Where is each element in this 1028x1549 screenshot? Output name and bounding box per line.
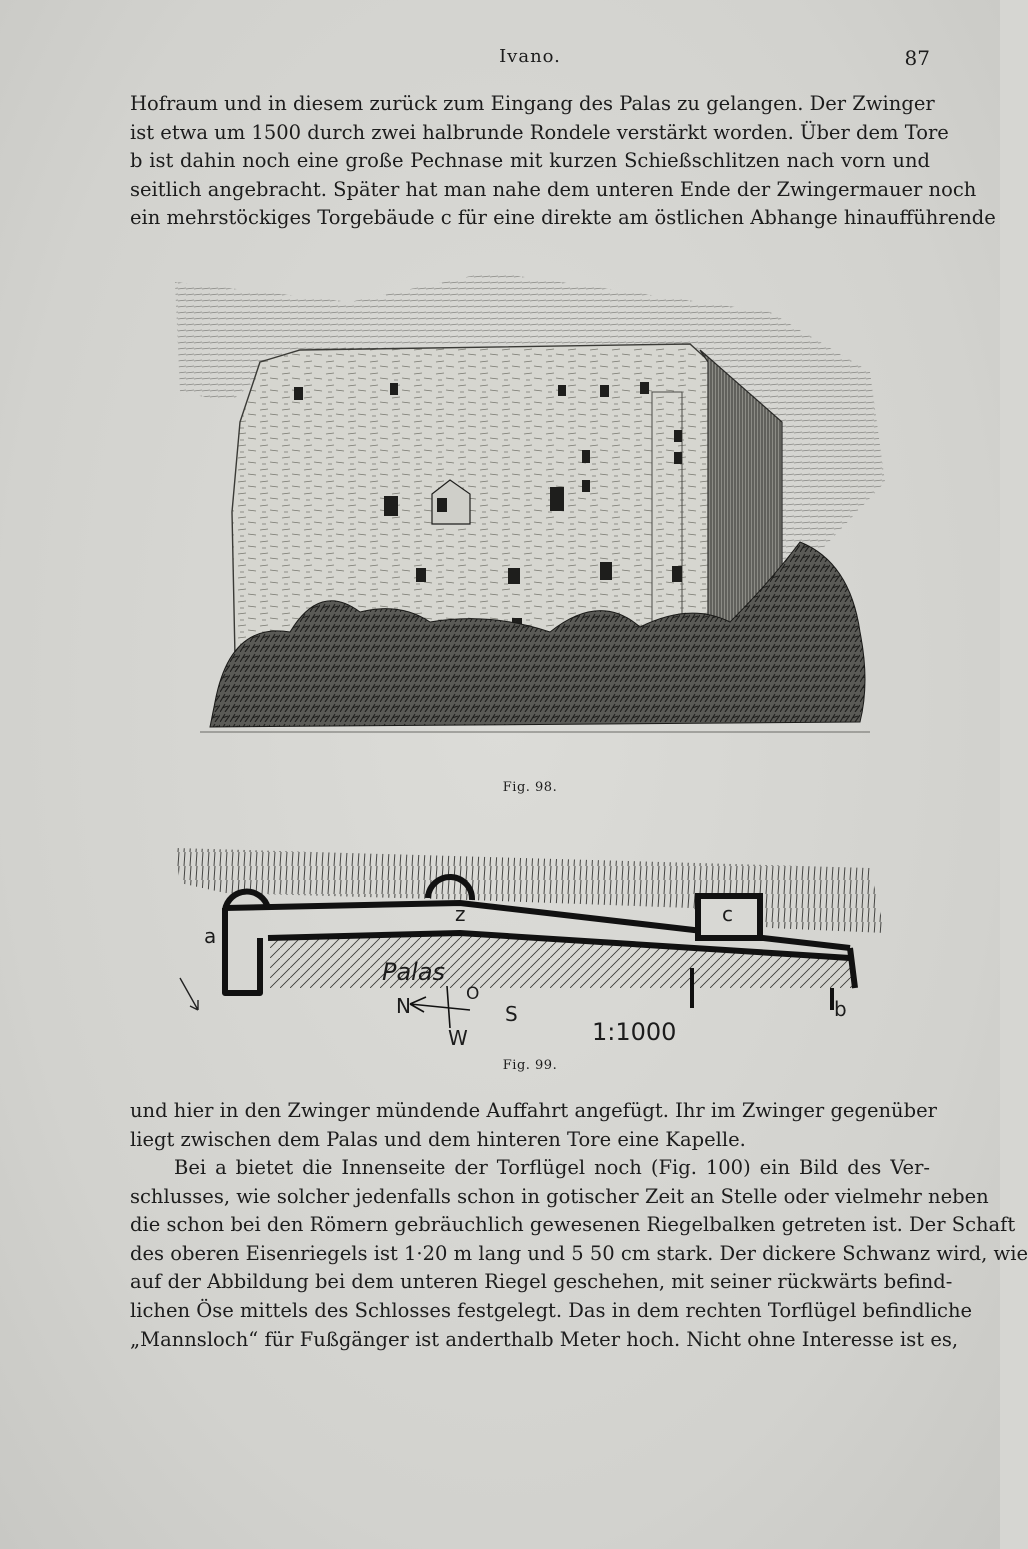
text-line: seitlich angebracht. Später hat man nahe dem unteren Ende der Zwingermauer noch xyxy=(130,177,977,201)
castle-illustration xyxy=(170,262,890,762)
text-line: Hofraum und in diesem zurück zum Eingang des Palas zu gelangen. Der Zwinger xyxy=(130,92,935,115)
text-line: und hier in den Zwinger mündende Auffahrt angefügt. Ihr im Zwinger gegenüber xyxy=(130,1099,937,1122)
plan-label-a: a xyxy=(204,924,217,948)
plan-label-b: b xyxy=(834,997,847,1021)
running-head xyxy=(130,46,930,76)
text-line: des oberen Eisenriegels ist 1·20 m lang und 5 50 cm stark. Der dickere Schwanz wird, wie xyxy=(130,1241,1028,1265)
text-line: „Mannsloch“ für Fußgänger ist anderthalb Meter hoch. Nicht ohne Interesse ist es, xyxy=(130,1327,959,1351)
plan-scale: 1:1000 xyxy=(592,1018,677,1046)
text-line: ist etwa um 1500 durch zwei halbrunde Rondele verstärkt worden. Über dem Tore xyxy=(130,120,949,144)
plan-label-palas: Palas xyxy=(382,958,446,986)
compass-west: W xyxy=(448,1026,468,1050)
paragraph-last xyxy=(130,1154,1028,1354)
plan-label-z: z xyxy=(455,902,466,926)
text-line: schlusses, wie solcher jedenfalls schon in gotischer Zeit an Stelle oder vielmehr neben xyxy=(130,1184,989,1208)
text-line: b ist dahin noch eine große Pechnase mit kurzen Schießschlitzen nach vorn und xyxy=(130,149,930,173)
text-line: auf der Abbildung bei dem unteren Riegel geschehen, mit seiner rückwärts befind- xyxy=(130,1270,953,1294)
running-title: Ivano. xyxy=(499,46,561,67)
page-number: 87 xyxy=(904,46,930,70)
plan-label-c: c xyxy=(722,902,733,926)
compass-origin: O xyxy=(466,984,480,1004)
figure-98-caption: Fig. 98. xyxy=(502,780,558,795)
paragraph-bottom xyxy=(130,1097,937,1154)
text-line: lichen Öse mittels des Schlosses festgelegt. Das in dem rechten Torflügel befindliche xyxy=(130,1298,973,1322)
figure-99-caption: Fig. 99. xyxy=(502,1058,558,1073)
text-line: Bei a bietet die Innenseite der Torflügel noch (Fig. 100) ein Bild des Ver- xyxy=(174,1156,930,1179)
paragraph-top xyxy=(130,90,996,233)
compass-north: N xyxy=(396,994,411,1018)
plan-diagram xyxy=(170,838,890,1048)
text-line: ein mehrstöckiges Torgebäude c für eine direkte am östlichen Abhange hinaufführende xyxy=(130,206,996,230)
text-line: liegt zwischen dem Palas und dem hinteren Tore eine Kapelle. xyxy=(130,1127,746,1151)
compass-south: S xyxy=(505,1002,518,1026)
text-line: die schon bei den Römern gebräuchlich gewesenen Riegelbalken getreten ist. Der Schaft xyxy=(130,1213,1016,1237)
